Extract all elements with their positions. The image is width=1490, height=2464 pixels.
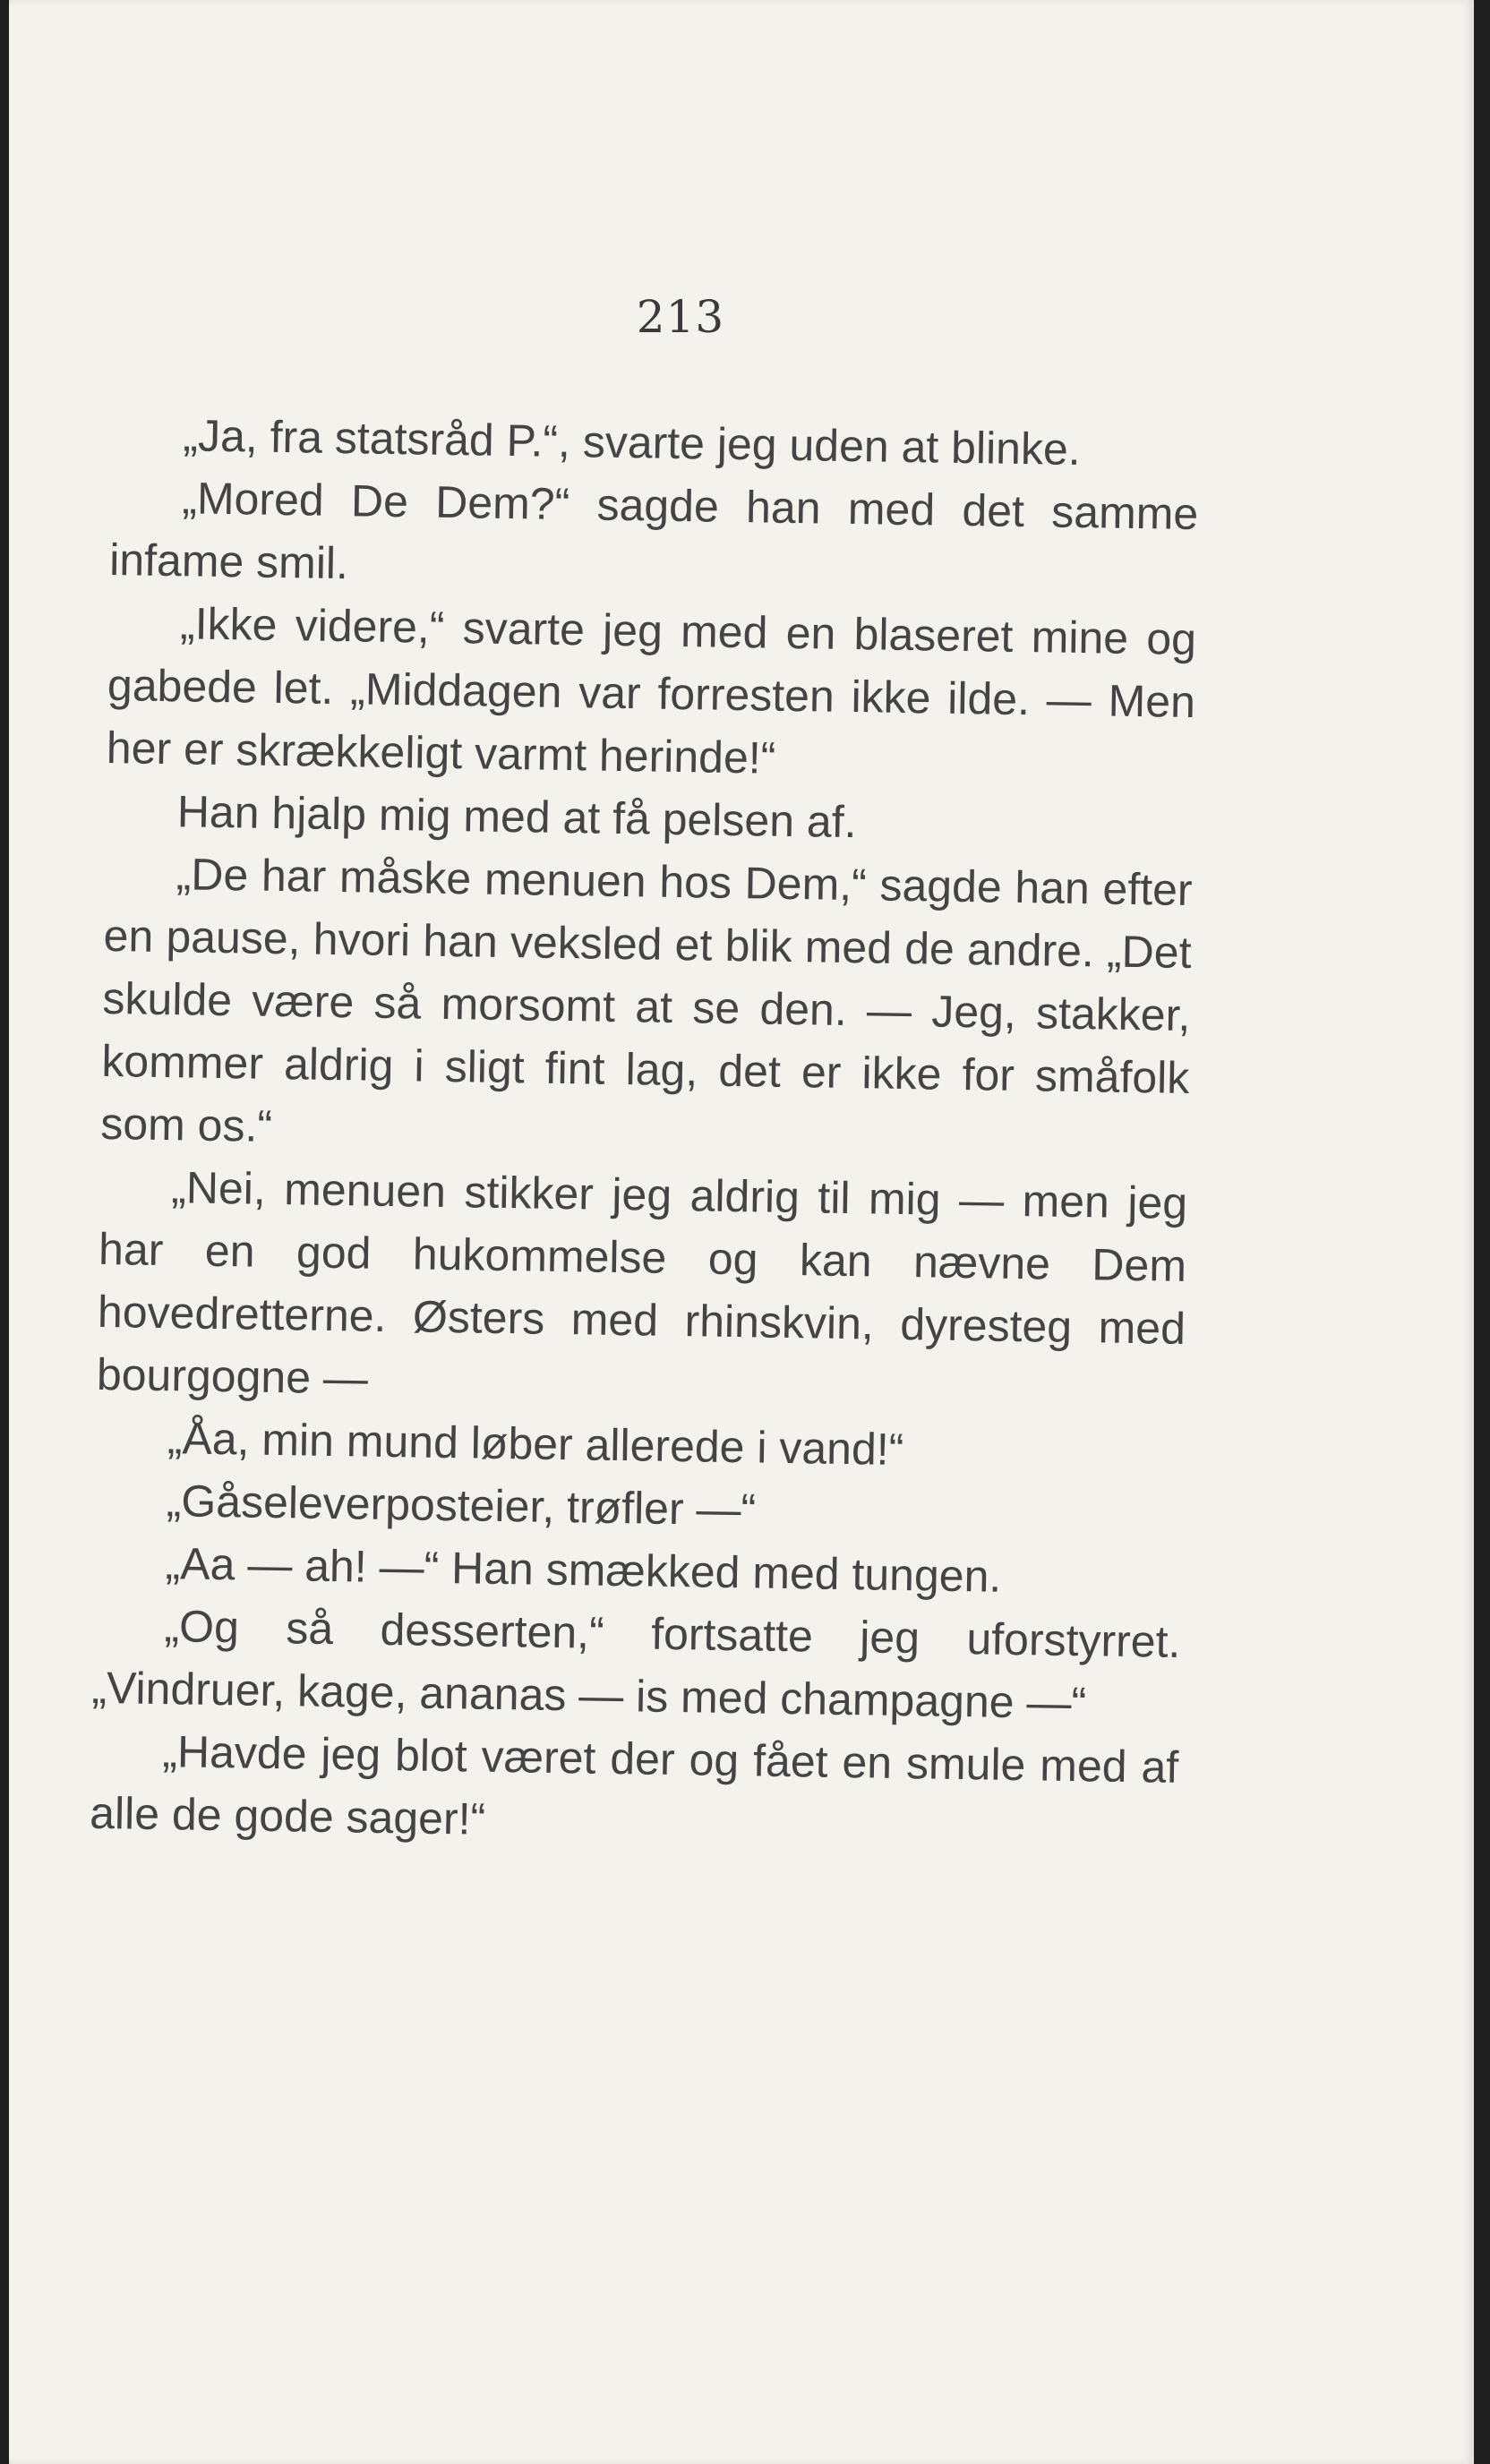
paragraph: Han hjalp mig med at få pelsen af. bbox=[176, 786, 857, 848]
paragraph: „Mored De Dem?“ sagde han med det samme infame smil. bbox=[108, 473, 1199, 589]
paragraph: „Ja, fra statsråd P.“, svarte jeg uden at blinke. bbox=[183, 410, 1082, 475]
paragraph: „Og så desserten,“ fortsatte jeg uforstyrret. „Vindruer, kage, ananas — is med champagne —“ bbox=[91, 1601, 1181, 1729]
paragraph: „De har måske menuen hos Dem,“ sagde han efter en pause, hvori han veksled et blik med de andre. „Det skulde være så morsomt at se den. — Jeg, stakker, kommer aldrig i sligt fint lag, det er ikke for småfolk som os.“ bbox=[99, 849, 1194, 1151]
paragraph: „Nei, menuen stikker jeg aldrig til mig — men jeg har en god hukommelse og kan nævne Dem hovedretterne. Østers med rhinskvin, dyresteg med bourgogne — bbox=[96, 1162, 1188, 1404]
paragraph: „Havde jeg blot været der og fået en smule med af alle de gode sager!“ bbox=[89, 1726, 1179, 1844]
body-text bbox=[90, 403, 1200, 1861]
paragraph: „Ikke videre,“ svarte jeg med en blaseret mine og gabede let. „Middagen var forresten ikke ilde. — Men her er skrækkeligt varmt herinde!“ bbox=[106, 598, 1197, 783]
book-page bbox=[9, 0, 1474, 2464]
paragraph: „Gåseleverposteier, trøfler —“ bbox=[166, 1476, 757, 1536]
page-number: 213 bbox=[636, 291, 725, 343]
paragraph: „Åa, min mund løber allerede i vand!“ bbox=[167, 1413, 904, 1476]
paragraph: „Aa — ah! —“ Han smækked med tungen. bbox=[165, 1538, 1002, 1602]
